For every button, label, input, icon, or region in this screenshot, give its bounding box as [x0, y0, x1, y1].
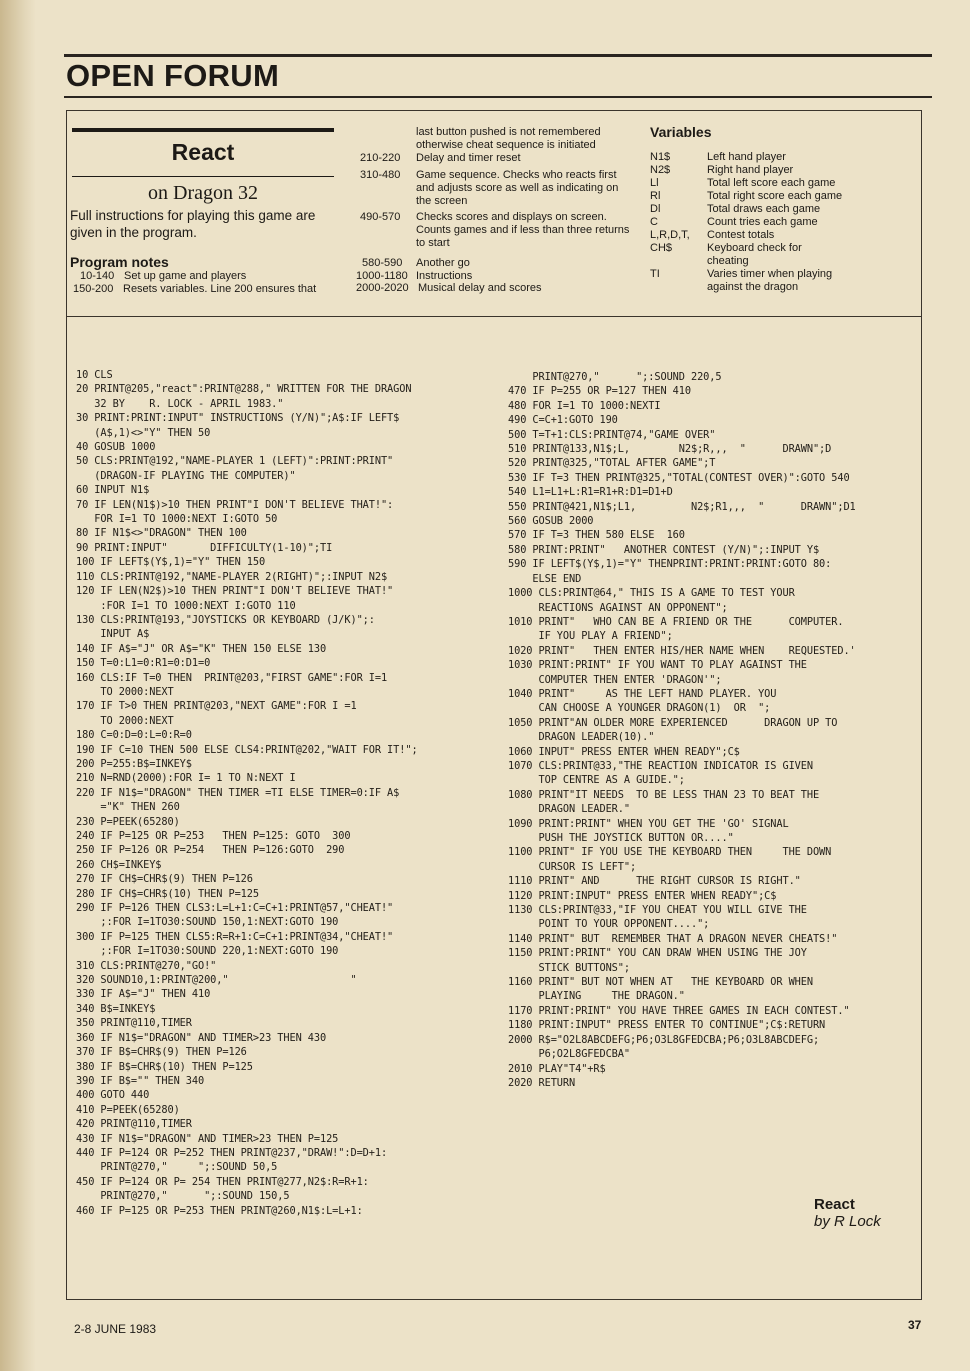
variable-desc: Varies timer when playing against the dragon — [707, 268, 833, 293]
note-lines: 310-480 — [360, 169, 401, 181]
header-divider — [66, 316, 922, 317]
variable-name: TI — [650, 268, 660, 280]
variable-name: Dl — [650, 203, 661, 215]
article-subtitle: on Dragon 32 — [148, 182, 258, 204]
note-lines: 1000-1180 — [356, 270, 408, 282]
variable-name: CH$ — [650, 242, 673, 254]
variable-name: C — [650, 216, 658, 228]
note-text: Musical delay and scores — [418, 282, 542, 294]
variable-name: N1$ — [650, 151, 671, 163]
note-lines: 490-570 — [360, 211, 401, 223]
title-rule — [64, 96, 932, 98]
title-rule-thin — [72, 176, 334, 177]
variable-name: Ll — [650, 177, 659, 189]
note-text: Instructions — [416, 270, 473, 282]
title-rule-thick — [72, 128, 334, 132]
variable-desc: Keyboard check for cheating — [707, 242, 802, 267]
note-lines: 580-590 — [362, 257, 403, 269]
note-lines: 150-200 — [73, 283, 114, 295]
program-note-continuation: last button pushed is not remembered otherwise cheat sequence is initiated — [416, 126, 601, 151]
program-listing-right: PRINT@270," ";:SOUND 220,5 470 IF P=255 OR P=127 THEN 410 480 FOR I=1 TO 1000:NEXTI 490 C=C+1:GOTO 190 500 T=T+1:CLS:PRINT@74,"GAME OVER" 510 PRINT@133,N1$;L, N2$;R,,, " DRAWN";D 520 PRINT@325,"TOTAL AFTER GAME";T 530 IF T=3 THEN PRINT@325,"TOTAL(CONTEST OVER)":GOTO 540 540 L1=L1+L:R1=R1+R:D1=D1+D 550 PRINT@421,N1$;L1, N2$;R1,,, " DRAWN";D1 560 GOSUB 2000 570 IF T=3 THEN 580 ELSE 160 580 PRINT:PRINT" ANOTHER CONTEST (Y/N)";:INPUT Y$ 590 IF LEFT$(Y$,1)="Y" THENPRINT:PRINT:PRINT:GOTO 80: ELSE END 1000 CLS:PRINT@64," THIS IS A GAME TO TEST YOUR REACTIONS AGAINST AN OPPONENT"; 1010 PRINT" WHO CAN BE A FRIEND OR THE COMPUTER. IF YOU PLAY A FRIEND"; 1020 PRINT" THEN ENTER HIS/HER NAME WHEN REQUESTED.' 1030 PRINT:PRINT" IF YOU WANT TO PLAY AGAINST THE COMPUTER THEN ENTER 'DRAGON'"; 1040 PRINT" AS THE LEFT HAND PLAYER. YOU CAN CHOOSE A YOUNGER DRAGON(1) OR "; 1050 PRINT"AN OLDER MORE EXPERIENCED DRAGON UP TO DRAGON LEADER(10)." 1060 INPUT" PRESS ENTER WHEN READY";C$ 1070 CLS:PRINT@33,"THE REACTION INDICATOR IS GIVEN TOP CENTRE AS A GUIDE."; 1080 PRINT"IT NEEDS TO BE LESS THAN 23 TO BEAT THE DRAGON LEADER." 1090 PRINT:PRINT" WHEN YOU GET THE 'GO' SIGNAL PUSH THE JOYSTICK BUTTON OR...." 1100 PRINT" IF YOU USE THE KEYBOARD THEN THE DOWN CURSOR IS LEFT"; 1110 PRINT" AND THE RIGHT CURSOR IS RIGHT." 1120 PRINT:INPUT" PRESS ENTER WHEN READY";C$ 1130 CLS:PRINT@33,"IF YOU CHEAT YOU WILL GIVE THE POINT TO YOUR OPPONENT...."; 1140 PRINT" BUT REMEMBER THAT A DRAGON NEVER CHEATS!" 1150 PRINT:PRINT" YOU CAN DRAW WHEN USING THE JOY STICK BUTTONS"; 1160 PRINT" BUT NOT WHEN AT THE KEYBOARD OR WHEN PLAYING THE DRAGON." 1170 PRINT:PRINT" YOU HAVE THREE GAMES IN EACH CONTEST." 1180 PRINT:INPUT" PRESS ENTER TO CONTINUE";C$:RETURN 2000 R$="O2L8ABCDEFG;P6;O3L8GFEDCBA;P6;O3L8ABCDEFG; P6;O2L8GFEDCBA" 2010 PLAY"T4"+R$ 2020 RETURN — [508, 371, 856, 1089]
binding-gutter — [0, 0, 36, 1371]
footer-date: 2-8 JUNE 1983 — [74, 1322, 157, 1336]
variable-name: Rl — [650, 190, 661, 202]
article-intro: Full instructions for playing this game are given in the program. — [70, 208, 316, 240]
note-text: Game sequence. Checks who reacts first and adjusts score as well as indicating on the screen — [416, 169, 619, 207]
program-listing-left: 10 CLS 20 PRINT@205,"react":PRINT@288," WRITTEN FOR THE DRAGON 32 BY R. LOCK - APRIL 1983." 30 PRINT:PRINT:INPUT" INSTRUCTIONS (Y/N)";A$:IF LEFT$ (A$,1)<>"Y" THEN 50 40 GOSUB 1000 50 CLS:PRINT@192,"NAME-PLAYER 1 (LEFT)":PRINT:PRINT" (DRAGON-IF PLAYING THE COMPUTER)" 60 INPUT N1$ 70 IF LEN(N1$)>10 THEN PRINT"I DON'T BELIEVE THAT!": FOR I=1 TO 1000:NEXT I:GOTO 50 80 IF N1$<>"DRAGON" THEN 100 90 PRINT:INPUT" DIFFICULTY(1-10)";TI 100 IF LEFT$(Y$,1)="Y" THEN 150 110 CLS:PRINT@192,"NAME-PLAYER 2(RIGHT)";:INPUT N2$ 120 IF LEN(N2$)>10 THEN PRINT"I DON'T BELIEVE THAT!" :FOR I=1 TO 1000:NEXT I:GOTO 110 130 CLS:PRINT@193,"JOYSTICKS OR KEYBOARD (J/K)";: INPUT A$ 140 IF A$="J" OR A$="K" THEN 150 ELSE 130 150 T=0:L1=0:R1=0:D1=0 160 CLS:IF T=0 THEN PRINT@203,"FIRST GAME":FOR I=1 TO 2000:NEXT 170 IF T>0 THEN PRINT@203,"NEXT GAME":FOR I =1 TO 2000:NEXT 180 C=0:D=0:L=0:R=0 190 IF C=10 THEN 500 ELSE CLS4:PRINT@202,"WAIT FOR IT!"; 200 P=255:B$=INKEY$ 210 N=RND(2000):FOR I= 1 TO N:NEXT I 220 IF N1$="DRAGON" THEN TIMER =TI ELSE TIMER=0:IF A$ ="K" THEN 260 230 P=PEEK(65280) 240 IF P=125 OR P=253 THEN P=125: GOTO 300 250 IF P=126 OR P=254 THEN P=126:GOTO 290 260 CH$=INKEY$ 270 IF CH$=CHR$(9) THEN P=126 280 IF CH$=CHR$(10) THEN P=125 290 IF P=126 THEN CLS3:L=L+1:C=C+1:PRINT@57,"CHEAT!" ;:FOR I=1TO30:SOUND 150,1:NEXT:GOTO 190 300 IF P=125 THEN CLS5:R=R+1:C=C+1:PRINT@34,"CHEAT!" ;:FOR I=1TO30:SOUND 220,1:NEXT:GOTO 190 310 CLS:PRINT@270,"GO!" 320 SOUND10,1:PRINT@200," " 330 IF A$="J" THEN 410 340 B$=INKEY$ 350 PRINT@110,TIMER 360 IF N1$="DRAGON" AND TIMER>23 THEN 430 370 IF B$=CHR$(9) THEN P=126 380 IF B$=CHR$(10) THEN P=125 390 IF B$="" THEN 340 400 GOTO 440 410 P=PEEK(65280) 420 PRINT@110,TIMER 430 IF N1$="DRAGON" AND TIMER>23 THEN P=125 440 IF P=124 OR P=252 THEN PRINT@237,"DRAW!":D=D+1: PRINT@270," ";:SOUND 50,5 450 IF P=124 OR P= 254 THEN PRINT@277,N2$:R=R+1: PRINT@270," ";:SOUND 150,5 460 IF P=125 OR P=253 THEN PRINT@260,N1$:L=L+1: — [76, 369, 418, 1217]
variable-desc: Contest totals — [707, 229, 775, 241]
page-number: 37 — [908, 1318, 922, 1332]
variable-desc: Total draws each game — [707, 203, 821, 215]
variables-heading: Variables — [650, 124, 712, 140]
byline-title: React — [814, 1196, 855, 1213]
variable-desc: Right hand player — [707, 164, 794, 176]
variable-desc: Total right score each game — [707, 190, 843, 202]
note-text: Resets variables. Line 200 ensures that — [123, 283, 317, 295]
variable-desc: Total left score each game — [707, 177, 836, 189]
variable-desc: Left hand player — [707, 151, 786, 163]
variable-name: L,R,D,T, — [650, 229, 690, 241]
variable-name: N2$ — [650, 164, 671, 176]
variable-desc: Count tries each game — [707, 216, 818, 228]
note-text: Delay and timer reset — [416, 152, 521, 164]
note-lines: 210-220 — [360, 152, 401, 164]
note-text: Another go — [416, 257, 470, 269]
top-rule — [64, 54, 932, 57]
note-lines: 10-140 — [80, 270, 115, 282]
article-title: React — [171, 139, 235, 165]
note-text: Set up game and players — [124, 270, 247, 282]
program-notes-heading: Program notes — [70, 254, 169, 270]
note-text: Checks scores and displays on screen. Counts games and if less than three returns to start — [416, 211, 630, 249]
byline-author: by R Lock — [814, 1213, 881, 1230]
section-title: OPEN FORUM — [66, 58, 280, 93]
note-lines: 2000-2020 — [356, 282, 409, 294]
